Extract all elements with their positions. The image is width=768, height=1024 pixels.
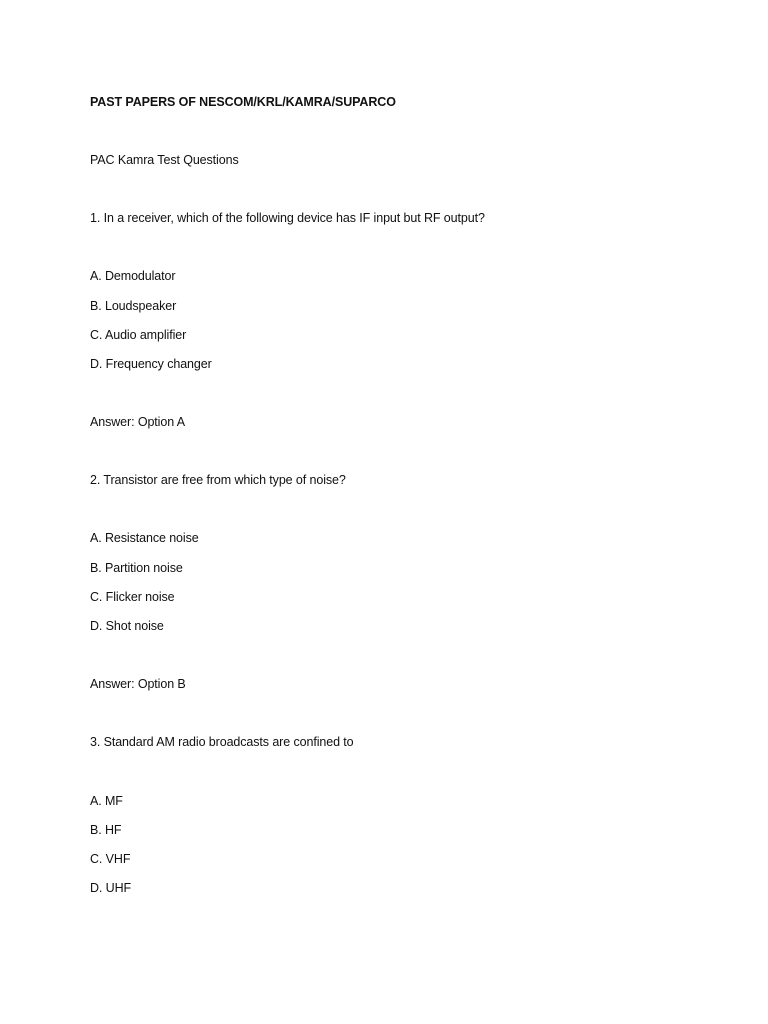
question-3-option-b: B. HF [90,823,122,837]
question-2-option-a: A. Resistance noise [90,531,199,545]
question-2-option-b: B. Partition noise [90,561,183,575]
question-1-option-a: A. Demodulator [90,269,176,283]
question-2-answer: Answer: Option B [90,677,186,691]
question-2-text: 2. Transistor are free from which type of noise? [90,473,346,487]
question-1-answer: Answer: Option A [90,415,185,429]
question-3-option-d: D. UHF [90,881,132,895]
question-1-option-c: C. Audio amplifier [90,328,187,342]
question-1-text: 1. In a receiver, which of the following device has IF input but RF output? [90,211,485,225]
document-subheading: PAC Kamra Test Questions [90,153,239,167]
document-heading: PAST PAPERS OF NESCOM/KRL/KAMRA/SUPARCO [90,95,396,109]
question-3-option-a: A. MF [90,794,123,808]
question-3-option-c: C. VHF [90,852,131,866]
question-3-text: 3. Standard AM radio broadcasts are confined to [90,735,354,749]
question-1-option-b: B. Loudspeaker [90,299,177,313]
question-2-option-c: C. Flicker noise [90,590,175,604]
question-2-option-d: D. Shot noise [90,619,164,633]
question-1-option-d: D. Frequency changer [90,357,212,371]
